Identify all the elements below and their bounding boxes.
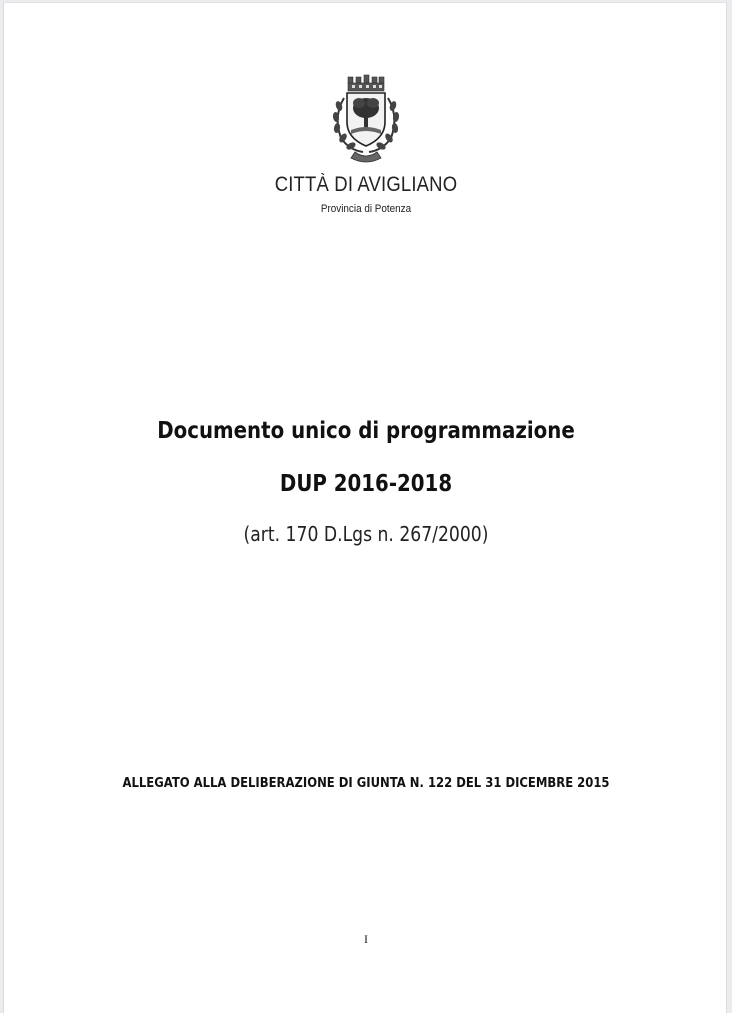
city-name: CITTÀ DI AVIGLIANO	[274, 173, 458, 196]
document-code: DUP 2016-2018	[279, 471, 453, 497]
document-title: Documento unico di programmazione	[157, 418, 575, 444]
legal-reference: (art. 170 D.Lgs n. 267/2000)	[243, 522, 489, 546]
annex-note: ALLEGATO ALLA DELIBERAZIONE DI GIUNTA N. 122 DEL 31 DICEMBRE 2015	[122, 775, 610, 791]
page-number: I	[364, 932, 368, 946]
province-name: Provincia di Potenza	[320, 203, 412, 215]
coat-of-arms-icon	[325, 72, 407, 164]
